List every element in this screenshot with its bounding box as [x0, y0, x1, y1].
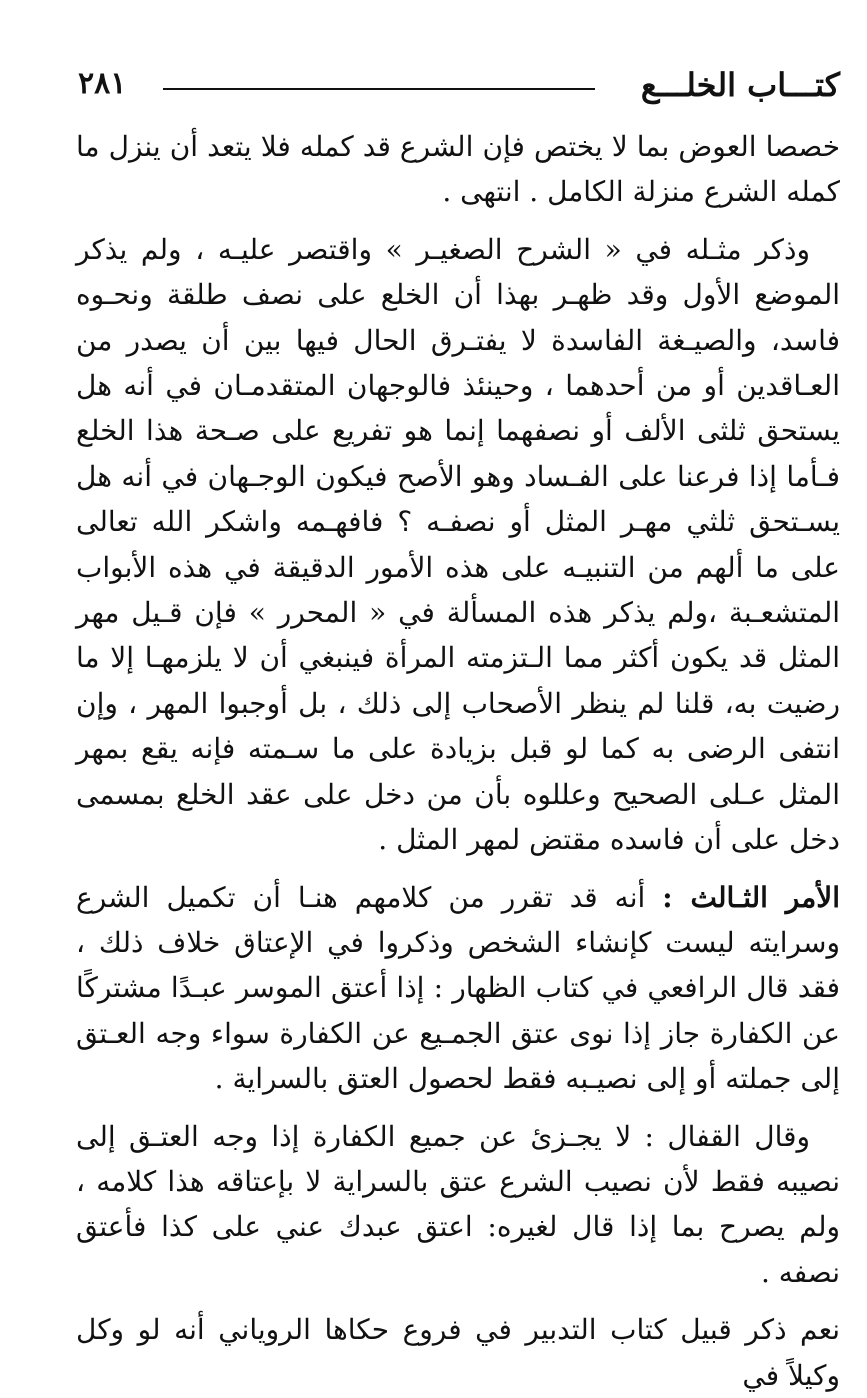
paragraph [76, 1307, 840, 1398]
paragraph [76, 875, 840, 1102]
paragraph-text: وذكر مثـله في « الشرح الصغيـر » واقتصر عليـه ، ولم يذكر الموضع الأول وقد ظهـر بهذا أن الخلع على نصف طلقة ونحـوه فاسد، والصيـغة الفاسدة لا يفتـرق الحال فيها بين أن يصدر من العـاقدين أو من أحدهما ، وحينئذ فالوجهان المتقدمـان في أنه هل يستحق ثلثى الألف أو نصفهما إنما هو تفريع على صـحة هذا الخلع فـأما إذا فرعنا على الفـساد وهو الأصح فيكون الوجـهان في أنه هل يسـتحق ثلثي مهـر المثل أو نصفـه ؟ فافهـمه واشكر الله تعالى على ما ألهم من التنبيـه على هذه الأمور الدقيقة في هذه الأبواب المتشعـبة ،ولم يذكر هذه المسألة في « المحرر » فإن قـيل مهر المثل قد يكون أكثر مما الـتزمته المرأة فينبغي أن لا يلزمهـا إلا ما رضيت به، قلنا لم ينظر الأصحاب إلى ذلك ، بل أوجبوا المهر ، وإن انتفى الرضى به كما لو قبل بزيادة على ما سـمته فإنه يقع بمهر المثل عـلى الصحيح وعللوه بأن من دخل على عقد الخلع بمسمى دخل على أن فاسده مقتض لمهر المثل . [76, 232, 840, 857]
paragraph [76, 1114, 840, 1296]
page-header [78, 64, 840, 114]
paragraph [76, 227, 840, 863]
section-lead: الأمر الثـالث : [662, 880, 840, 914]
paragraph-text: أنه قد تقرر من كلامهم هنـا أن تكميل الشرع وسرايته ليست كإنشاء الشخص وذكروا في الإعتاق خلاف ذلك ، فقد قال الرافعي في كتاب الظهار : إذا أعتق الموسر عبـدًا مشتركًا عن الكفارة جاز إذا نوى عتق الجمـيع عن الكفارة سواء وجه العـتق إلى جملته أو إلى نصيـبه فقط لحصول العتق بالسراية . [76, 880, 841, 1096]
page-number: ٢٨١ [78, 66, 127, 101]
paragraph [76, 124, 840, 215]
body-text [76, 124, 840, 1398]
paragraph-text: خصصا العوض بما لا يختص فإن الشرع قد كمله فلا يتعد أن ينزل ما كمله الشرع منزلة الكامل . انتهى . [76, 130, 840, 209]
paragraph-text: وقال القفال : لا يجـزئ عن جميع الكفارة إذا وجه العتـق إلى نصيبه فقط لأن نصيب الشرع عتق بالسراية لا بإعتاقه هذا كلامه ، ولم يصرح بما إذا قال لغيره: اعتق عبدك عني على كذا فأعتق نصفه . [76, 1119, 840, 1289]
running-title: كتـــاب الخلـــع [640, 66, 840, 104]
header-rule [163, 88, 595, 90]
paragraph-text: نعم ذكر قبيل كتاب التدبير في فروع حكاها الروياني أنه لو وكل وكيلاً في [76, 1313, 840, 1392]
